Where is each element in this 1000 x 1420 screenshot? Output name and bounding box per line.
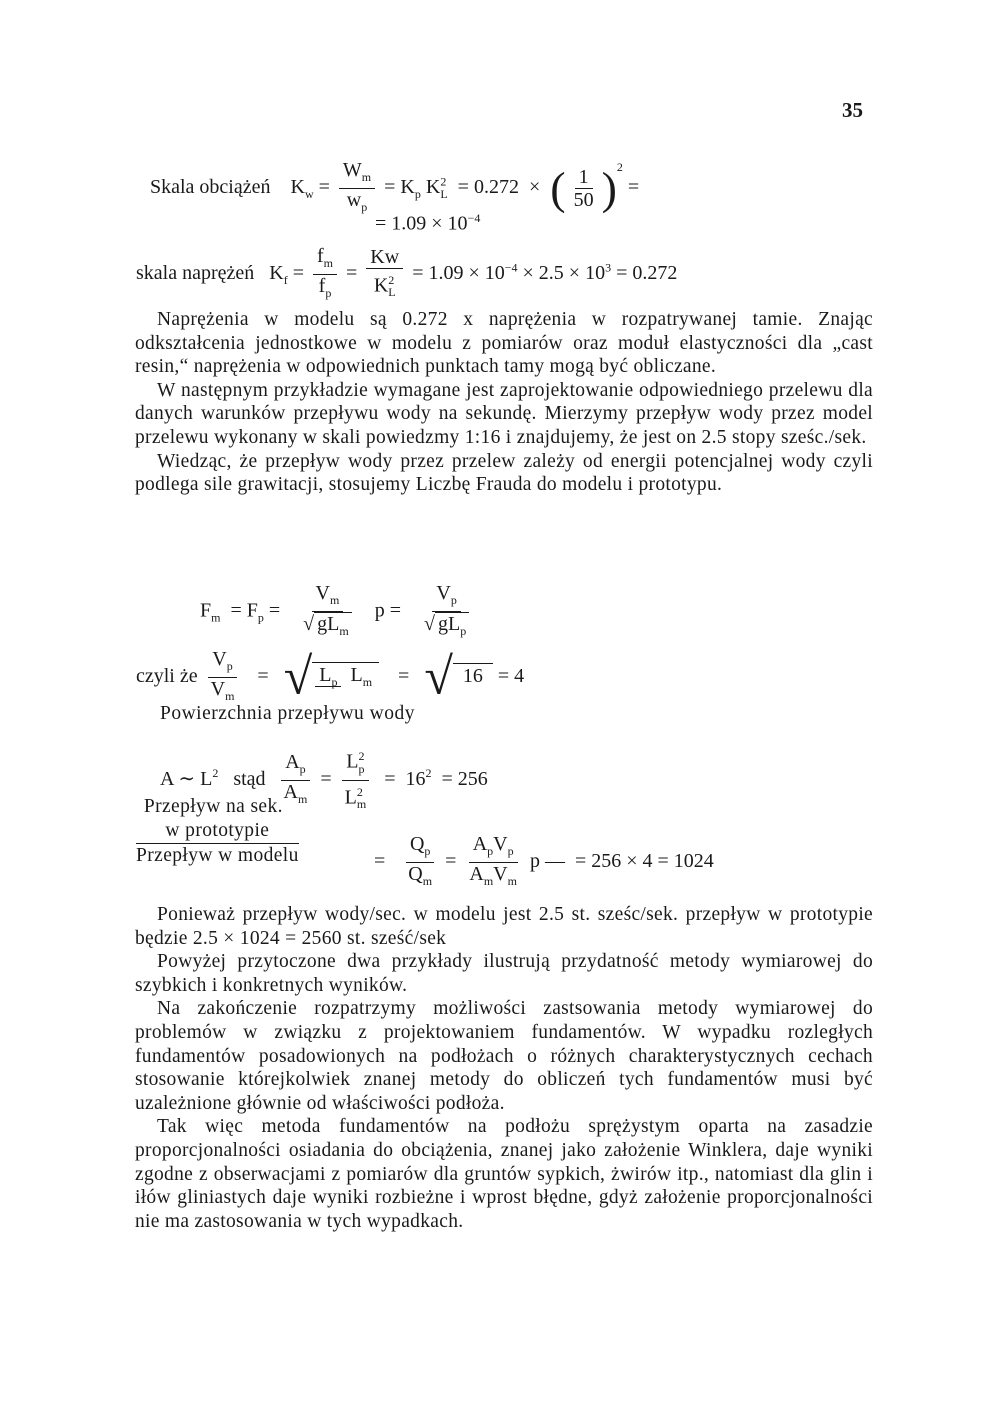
- area-formula: A ∼ $L^2$ stąd $\frac{A_p}{A_m}$ = $\frac{L^2_p}{L^2_m}$ = $16^2 = 256$: [160, 745, 488, 815]
- velocity-ratio-formula: czyli że $\frac{V_p}{V_m}$ = √ $L_p$ $L_m$ = √ 16 = 4: [136, 648, 525, 706]
- text-block-1: [135, 308, 873, 497]
- fraction: $\frac{Kw}{K^2_L}$: [366, 246, 403, 304]
- paragraph: Ponieważ przepływ wody/sec. w modelu jest 2.5 st. sześc/sek. przepływ w prototypie będzie 2.5 × 1024 = 2560 st. sześć/sek: [135, 904, 873, 949]
- load-scale-formula: Skala obciążeń $K_w$ = $\frac{W_m}{w_p}$ = $K_p$ $K^2_L = 0.272$ × ( $\frac{1}{50}$ )$^2$ =: [150, 155, 639, 218]
- fraction: $\frac{f_m}{f_p}$: [313, 245, 337, 304]
- stress-scale-formula: skala naprężeń $K_f$ = $\frac{f_m}{f_p}$ = $\frac{Kw}{K^2_L}$ = $1.09 \times 10^{-4} \times 2.5 \times 10^3 = 0.272$: [136, 245, 677, 304]
- paragraph: Wiedząc, że przepływ wody przez przelew zależy od energii potencjalnej wody czyli podlega sile grawitacji, stosujemy Liczbę Frauda do modelu i prototypu.: [135, 450, 873, 496]
- load-scale-result: = $1.09 \times 10^{-4}$: [375, 211, 481, 235]
- fraction: $\frac{V_m}{√ gL_m}$: [299, 582, 356, 642]
- fraction: $\frac{1}{50}$: [573, 165, 594, 211]
- paragraph: Na zakończenie rozpatrzymy możliwości zastsowania metody wymiarowej do problemów w związku z projektowaniem fundamentów. W wypadku rozległych fundamentów posadowionych na podłożach o różnych charakterystycznych cechach stosowanie którejkolwiek znanej metody do obliczeń tych fundamentów musi być uzależnione głównie od właściwości podłoża.: [135, 998, 873, 1114]
- paragraph: Naprężenia w modelu są 0.272 x naprężenia w rozpatrywanej tamie. Znając odkształcenia jednostkowe w modelu z pomiarów oraz moduł elastyczności dla „cast resin,“ naprężenia w odpowiednich punktach tamy mogą być obliczane.: [135, 309, 873, 378]
- page-number: 35: [842, 98, 863, 122]
- text-block-2: [135, 903, 873, 1233]
- paragraph: Tak więc metoda fundamentów na podłożu sprężystym oparta na zasadzie proporcjonalności osiadania do obciążenia, znanej jako założenie Winklera, daje wyniki zgodne z obserwacjami z pomiarów dla gruntów sypkich, żwirów itp., natomiast dla glin i iłów gliniastych daje wyniki rozbieżne i wprost błędne, gdyż założenie proporcjonalności nie ma zastosowania w tych wypadkach.: [135, 1116, 873, 1232]
- paragraph: W następnym przykładzie wymagane jest zaprojektowanie odpowiedniego przelewu dla danych warunków przepływu wody na sekundę. Mierzymy przepływ wody przez model przelewu wykonany w skali powiedzmy 1:16 i znajdujemy, że jest on 2.5 stopy sześc./sek.: [135, 379, 873, 448]
- fraction: $\frac{W_m}{w_p}$: [339, 159, 375, 218]
- paragraph: Powyżej przytoczone dwa przykłady ilustrują przydatność metody wymiarowej do szybkich i konkretnych wyników.: [135, 951, 873, 996]
- fraction: $\frac{V_p}{V_m}$: [207, 648, 239, 707]
- flow-ratio-rhs: = $\frac{Q_p}{Q_m}$ = $\frac{A_pV_p}{A_mV_m}$ p — = 256 × 4 = 1024: [374, 833, 714, 892]
- flow-ratio-formula: Przepływ na sek. w prototypie Przepływ w modelu: [136, 796, 299, 866]
- fraction: $\frac{V_p}{√ gL_p}$: [420, 582, 473, 642]
- fraction: $\frac{L^2_p}{L^2_m}$: [341, 745, 371, 815]
- fraction: $\frac{Q_p}{Q_m}$: [404, 833, 436, 892]
- fraction: $\frac{A_pV_p}{A_mV_m}$: [469, 833, 517, 888]
- load-scale-label: Skala obciążeń: [150, 176, 271, 198]
- fraction: $\frac{A_p}{A_m}$: [280, 751, 312, 810]
- froude-formula: $F_m = F_p$ = $\frac{V_m}{√ gL_m}$ p = $\frac{V_p}{√ gL_p}$: [200, 582, 477, 642]
- area-heading: Powierzchnia przepływu wody: [160, 703, 416, 724]
- fraction: $L_p$ $L_m$: [312, 662, 379, 693]
